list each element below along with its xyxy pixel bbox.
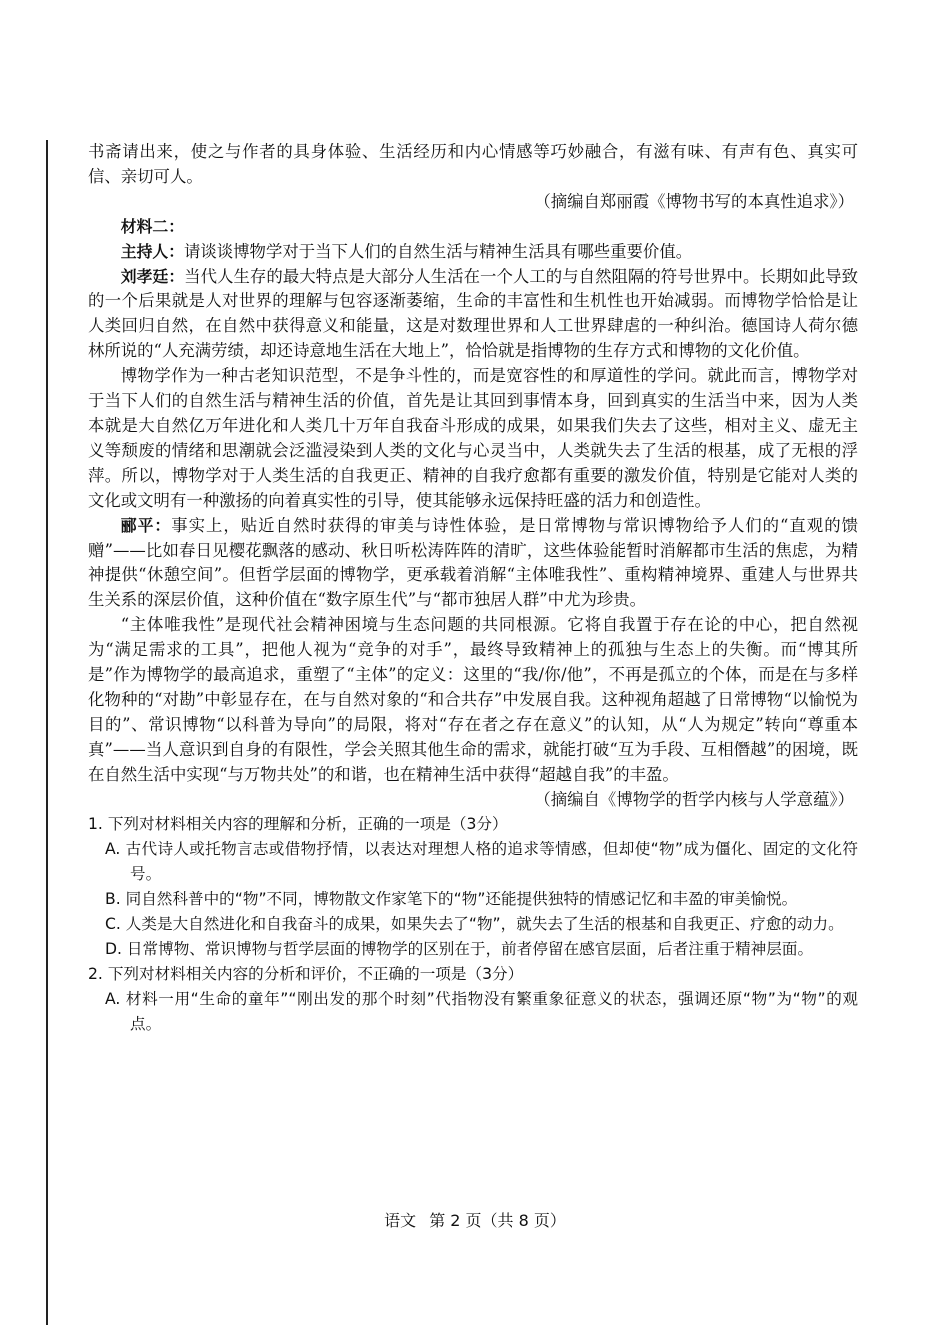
li-text: 事实上，贴近自然时获得的审美与诗性体验，是日常博物与常识博物给予人们的“直观的馈赠”——比如春日见樱花飘落的感动、秋日听松涛阵阵的清旷，这些体验能暂时消解都市生活的焦虑，为精神提供“休憩空间”。但哲学层面的博物学，更承载着消解“主体唯我性”、重构精神境界、重建人与世界共生关系的深层价值，这种价值在“数字原生代”与“都市独居人群”中尤为珍贵。 — [88, 515, 858, 610]
page-footer — [0, 1208, 950, 1231]
li-paragraph-1 — [88, 514, 858, 614]
question-1-option-d: D. 日常博物、常识博物与哲学层面的博物学的区别在于，前者停留在感官层面，后者注重于精神层面。 — [105, 940, 814, 958]
host-paragraph — [88, 240, 858, 265]
material2-source: （摘编自《博物学的哲学内核与人学意蕴》） — [534, 789, 854, 809]
li-paragraph-2: “主体唯我性”是现代社会精神困境与生态问题的共同根源。它将自我置于存在论的中心，把自然视为“满足需求的工具”，把他人视为“竞争的对手”，最终导致精神上的孤独与生态上的失衡。而“博其所是”作为博物学的最高追求，重塑了“主体”的定义：这里的“我/你/他”，不再是孤立的个体，而是在与多样化物种的“对勘”中彰显存在，在与自然对象的“和合共存”中发展自我。这种视角超越了日常博物“以愉悦为目的”、常识博物“以科普为导向”的局限，将对“存在者之存在意义”的认知，从“人为规定”转向“尊重本真”——当人意识到自身的有限性，学会关照其他生命的需求，就能打破“互为手段、互相僭越”的困境，既在自然生活中实现“与万物共处”的和谐，也在精神生活中获得“超越自我”的丰盈。 — [88, 615, 858, 784]
host-label: 主持人： — [120, 241, 184, 261]
footer-page-number: 第 2 页（共 8 页） — [429, 1211, 566, 1230]
liu-paragraph-1 — [88, 265, 858, 365]
question-2-stem: 2. 下列对材料相关内容的分析和评价，不正确的一项是（3分） — [88, 964, 524, 983]
footer-subject: 语文 — [384, 1211, 417, 1230]
material1-source: （摘编自郑丽霞《博物书写的本真性追求》） — [534, 191, 854, 211]
material1-continuation: 书斋请出来，使之与作者的具身体验、生活经历和内心情感等巧妙融合，有滋有味、有声有色、真实可信、亲切可人。 — [88, 142, 858, 186]
li-label: 郦平： — [120, 515, 172, 535]
material2-heading — [88, 215, 858, 240]
margin-rule — [46, 140, 48, 1325]
material2-heading-label: 材料二： — [120, 216, 184, 236]
question-1-option-c: C. 人类是大自然进化和自我奋斗的成果，如果失去了“物”，就失去了生活的根基和自我更正、疗愈的动力。 — [105, 915, 844, 934]
question-2-option-a: A. 材料一用“生命的童年”“刚出发的那个时刻”代指物没有繁重象征意义的状态，强调还原“物”为“物”的观点。 — [105, 989, 858, 1033]
liu-paragraph-2: 博物学作为一种古老知识范型，不是争斗性的，而是宽容性的和厚道性的学问。就此而言，博物学对于当下人们的自然生活与精神生活的价值，首先是让其回到事情本身，回到真实的生活当中来，因为人类本就是大自然亿万年进化和人类几十万年自我奋斗形成的成果，如果我们失去了这些，相对主义、虚无主义等颓废的情绪和思潮就会泛滥浸染到人类的文化与心灵当中，人类就失去了生活的根基，成了无根的浮萍。所以，博物学对于人类生活的自我更正、精神的自我疗愈都有重要的激发价值，特别是它能对人类的文化或文明有一种激扬的向着真实性的引导，使其能够永远保持旺盛的活力和创造性。 — [88, 366, 858, 510]
liu-text: 当代人生存的最大特点是大部分人生活在一个人工的与自然阻隔的符号世界中。长期如此导致的一个后果就是人对世界的理解与包容逐渐萎缩，生命的丰富性和生机性也开始减弱。而博物学恰恰是让人类回归自然，在自然中获得意义和能量，这是对数理世界和人工世界肆虐的一种纠治。德国诗人荷尔德林所说的“人充满劳绩，却还诗意地生活在大地上”，恰恰就是指博物的生存方式和博物的文化价值。 — [88, 266, 858, 361]
liu-label: 刘孝廷： — [120, 266, 185, 286]
question-1-option-b: B. 同自然科普中的“物”不同，博物散文作家笔下的“物”还能提供独特的情感记忆和丰盈的审美愉悦。 — [105, 890, 798, 909]
question-1-option-a: A. 古代诗人或托物言志或借物抒情，以表达对理想人格的追求等情感，但却使“物”成为僵化、固定的文化符号。 — [105, 840, 858, 884]
exam-page — [88, 140, 858, 1037]
question-1-stem: 1. 下列对材料相关内容的理解和分析，正确的一项是（3分） — [88, 815, 508, 834]
host-text: 请谈谈博物学对于当下人们的自然生活与精神生活具有哪些重要价值。 — [184, 241, 693, 261]
